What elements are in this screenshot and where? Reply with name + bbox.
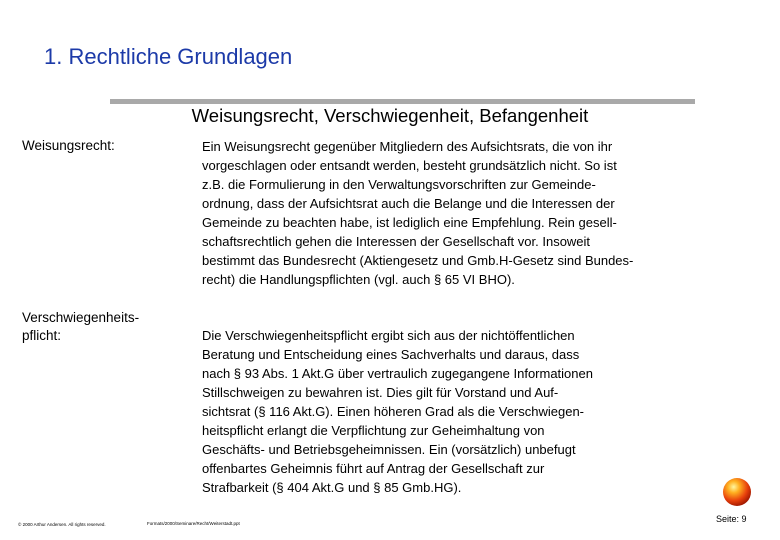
text-line: Gemeinde zu beachten habe, ist lediglich eine Empfehlung. Rein gesell- bbox=[202, 215, 617, 230]
verschwiegenheitspflicht-text bbox=[202, 326, 707, 497]
text-line: ordnung, dass der Aufsichtsrat auch die Belange und die Interessen der bbox=[202, 196, 615, 211]
text-line: nach § 93 Abs. 1 Akt.G über vertraulich zugegangene Informationen bbox=[202, 366, 593, 381]
label-line: Weisungsrecht: bbox=[22, 138, 115, 153]
weisungsrecht-text bbox=[202, 137, 707, 289]
label-line: Verschwiegenheits- bbox=[22, 310, 140, 325]
label-line: pflicht: bbox=[22, 328, 62, 343]
text-line: bestimmt das Bundesrecht (Aktiengesetz und Gmb.H-Gesetz sind Bundes- bbox=[202, 253, 634, 268]
text-line: Beratung und Entscheidung eines Sachverhalts und daraus, dass bbox=[202, 347, 580, 362]
page-title: 1. Rechtliche Grundlagen bbox=[44, 44, 293, 69]
text-line: Die Verschwiegenheitspflicht ergibt sich aus der nichtöffentlichen bbox=[202, 328, 575, 343]
text-line: vorgeschlagen oder entsandt werden, besteht grundsätzlich nicht. So ist bbox=[202, 158, 617, 173]
weisungsrecht-label bbox=[22, 137, 115, 155]
text-line: Geschäfts- und Betriebsgeheimnissen. Ein (vorsätzlich) unbefugt bbox=[202, 442, 576, 457]
verschwiegenheitspflicht-label bbox=[22, 309, 139, 345]
text-line: offenbartes Geheimnis führt auf Antrag der Gesellschaft zur bbox=[202, 461, 545, 476]
text-line: Stillschweigen zu bewahren ist. Dies gilt für Vorstand und Auf- bbox=[202, 385, 559, 400]
text-line: sichtsrat (§ 116 Akt.G). Einen höheren Grad als die Verschwiegen- bbox=[202, 404, 585, 419]
orange-orb-icon bbox=[722, 477, 752, 507]
text-line: schaftsrechtlich gehen die Interessen der Gesellschaft vor. Insoweit bbox=[202, 234, 591, 249]
text-line: z.B. die Formulierung in den Verwaltungsvorschriften zur Gemeinde- bbox=[202, 177, 596, 192]
title-divider bbox=[110, 99, 695, 104]
section-subtitle: Weisungsrecht, Verschwiegenheit, Befangenheit bbox=[191, 105, 589, 126]
text-line: heitspflicht erlangt die Verpflichtung zur Geheimhaltung von bbox=[202, 423, 545, 438]
text-line: recht) die Handlungspflichten (vgl. auch § 65 VI BHO). bbox=[202, 272, 515, 287]
page-number: Seite: 9 bbox=[716, 514, 747, 524]
text-line: Strafbarkeit (§ 404 Akt.G und § 85 Gmb.HG). bbox=[202, 480, 462, 495]
text-line: Ein Weisungsrecht gegenüber Mitgliedern des Aufsichtsrats, die von ihr bbox=[202, 139, 613, 154]
footer-copyright: © 2000 Arthur Andersen. All rights reserved. bbox=[18, 522, 106, 527]
footer-file-path: Formats/2000/Seminare/Recht/Weiterstadt.ppt bbox=[147, 521, 240, 526]
